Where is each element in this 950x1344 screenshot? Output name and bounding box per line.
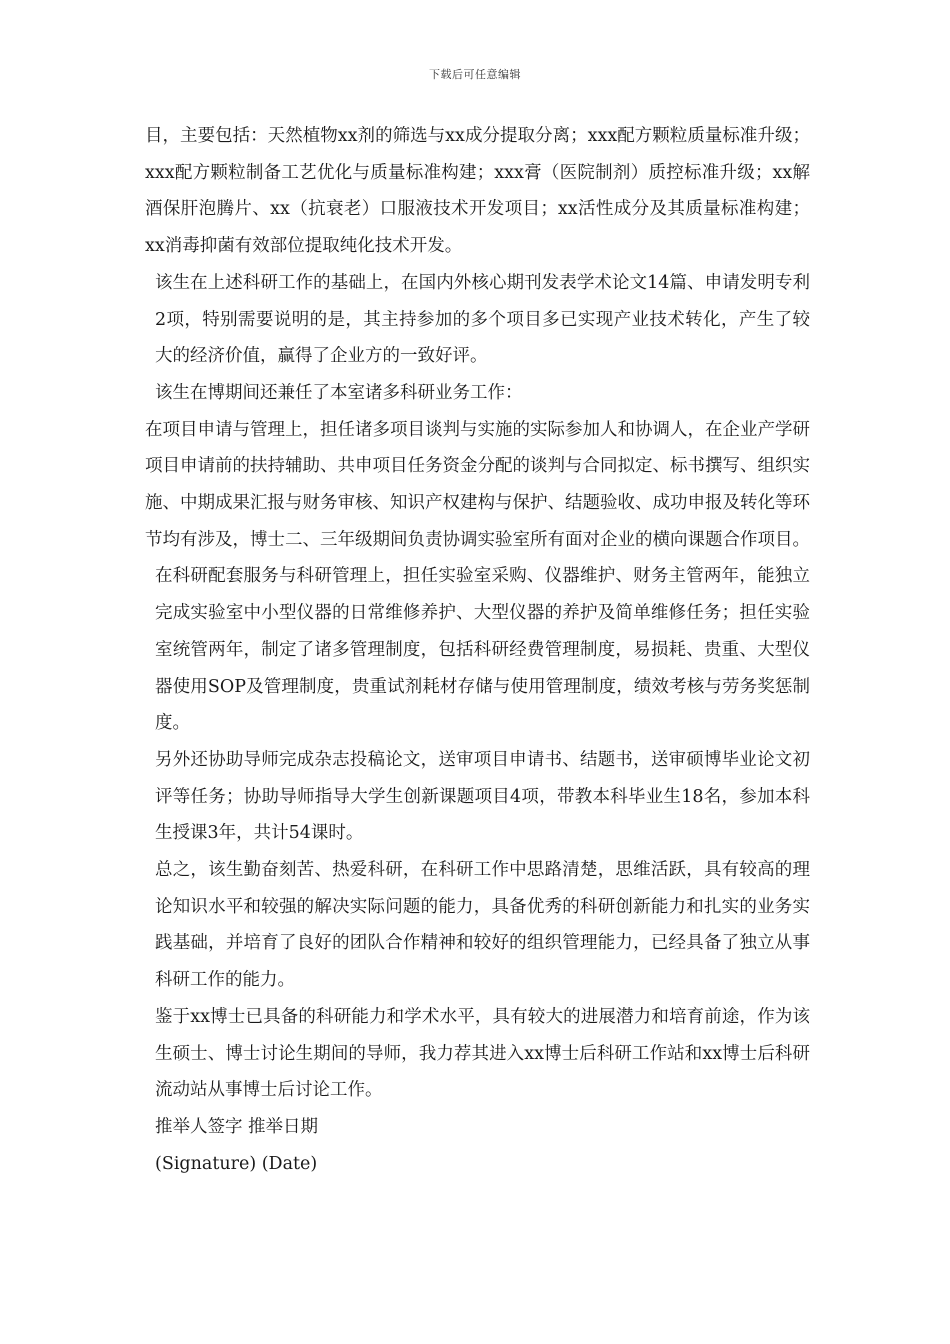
paragraph-summary: 总之，该生勤奋刻苦、热爱科研，在科研工作中思路清楚，思维活跃，具有较高的理论知识水平和较强的解决实际问题的能力，具备优秀的科研创新能力和扎实的业务实践基础，并培育了良好的团队合作精神和较好的组织管理能力，已经具备了独立从事科研工作的能力。 — [155, 860, 810, 991]
signature-label-en: (Signature) (Date) — [155, 1153, 318, 1174]
paragraph-assisting-advisor: 另外还协助导师完成杂志投稿论文，送审项目申请书、结题书，送审硕博毕业论文初评等任务；协助导师指导大学生创新课题项目4项，带教本科毕业生18名，参加本科生授课3年，共计54课时。 — [155, 749, 810, 844]
paragraph-projects: 目，主要包括：天然植物xx剂的筛选与xx成分提取分离；xxx配方颗粒质量标准升级；xxx配方颗粒制备工艺优化与质量标准构建；xxx膏（医院制剂）质控标准升级；xx解酒保肝泡腾片、xx（抗衰老）口服液技术开发项目；xx活性成分及其质量标准构建；xx消毒抑菌有效部位提取纯化技术开发。 — [145, 126, 810, 257]
paragraph-project-management: 在项目申请与管理上，担任诸多项目谈判与实施的实际参加人和协调人，在企业产学研项目申请前的扶持辅助、共申项目任务资金分配的谈判与合同拟定、标书撰写、组织实施、中期成果汇报与财务审核、知识产权建构与保护、结题验收、成功申报及转化等环节均有涉及，博士二、三年级期间负责协调实验室所有面对企业的横向课题合作项目。 — [145, 419, 810, 550]
paragraph-recommendation: 鉴于xx博士已具备的科研能力和学术水平，具有较大的进展潜力和培育前途，作为该生硕士、博士讨论生期间的导师，我力荐其进入xx博士后科研工作站和xx博士后科研流动站从事博士后讨论工作。 — [155, 1006, 810, 1101]
signature-label-cn: 推举人签字 推举日期 — [155, 1116, 319, 1137]
paragraph-lab-management: 在科研配套服务与科研管理上，担任实验室采购、仪器维护、财务主管两年，能独立完成实验室中小型仪器的日常维修养护、大型仪器的养护及简单维修任务；担任实验室统管两年，制定了诸多管理制度，包括科研经费管理制度，易损耗、贵重、大型仪器使用SOP及管理制度，贵重试剂耗材存储与使用管理制度，绩效考核与劳务奖惩制度。 — [155, 566, 810, 734]
document-body — [145, 118, 810, 1182]
page-header: 下载后可任意编辑 — [429, 68, 521, 81]
paragraph-concurrent-duties: 该生在博期间还兼任了本室诸多科研业务工作： — [155, 382, 523, 403]
paragraph-publications: 该生在上述科研工作的基础上，在国内外核心期刊发表学术论文14篇、申请发明专利2项，特别需要说明的是，其主持参加的多个项目多已实现产业技术转化，产生了较大的经济价值，赢得了企业方的一致好评。 — [155, 272, 810, 367]
